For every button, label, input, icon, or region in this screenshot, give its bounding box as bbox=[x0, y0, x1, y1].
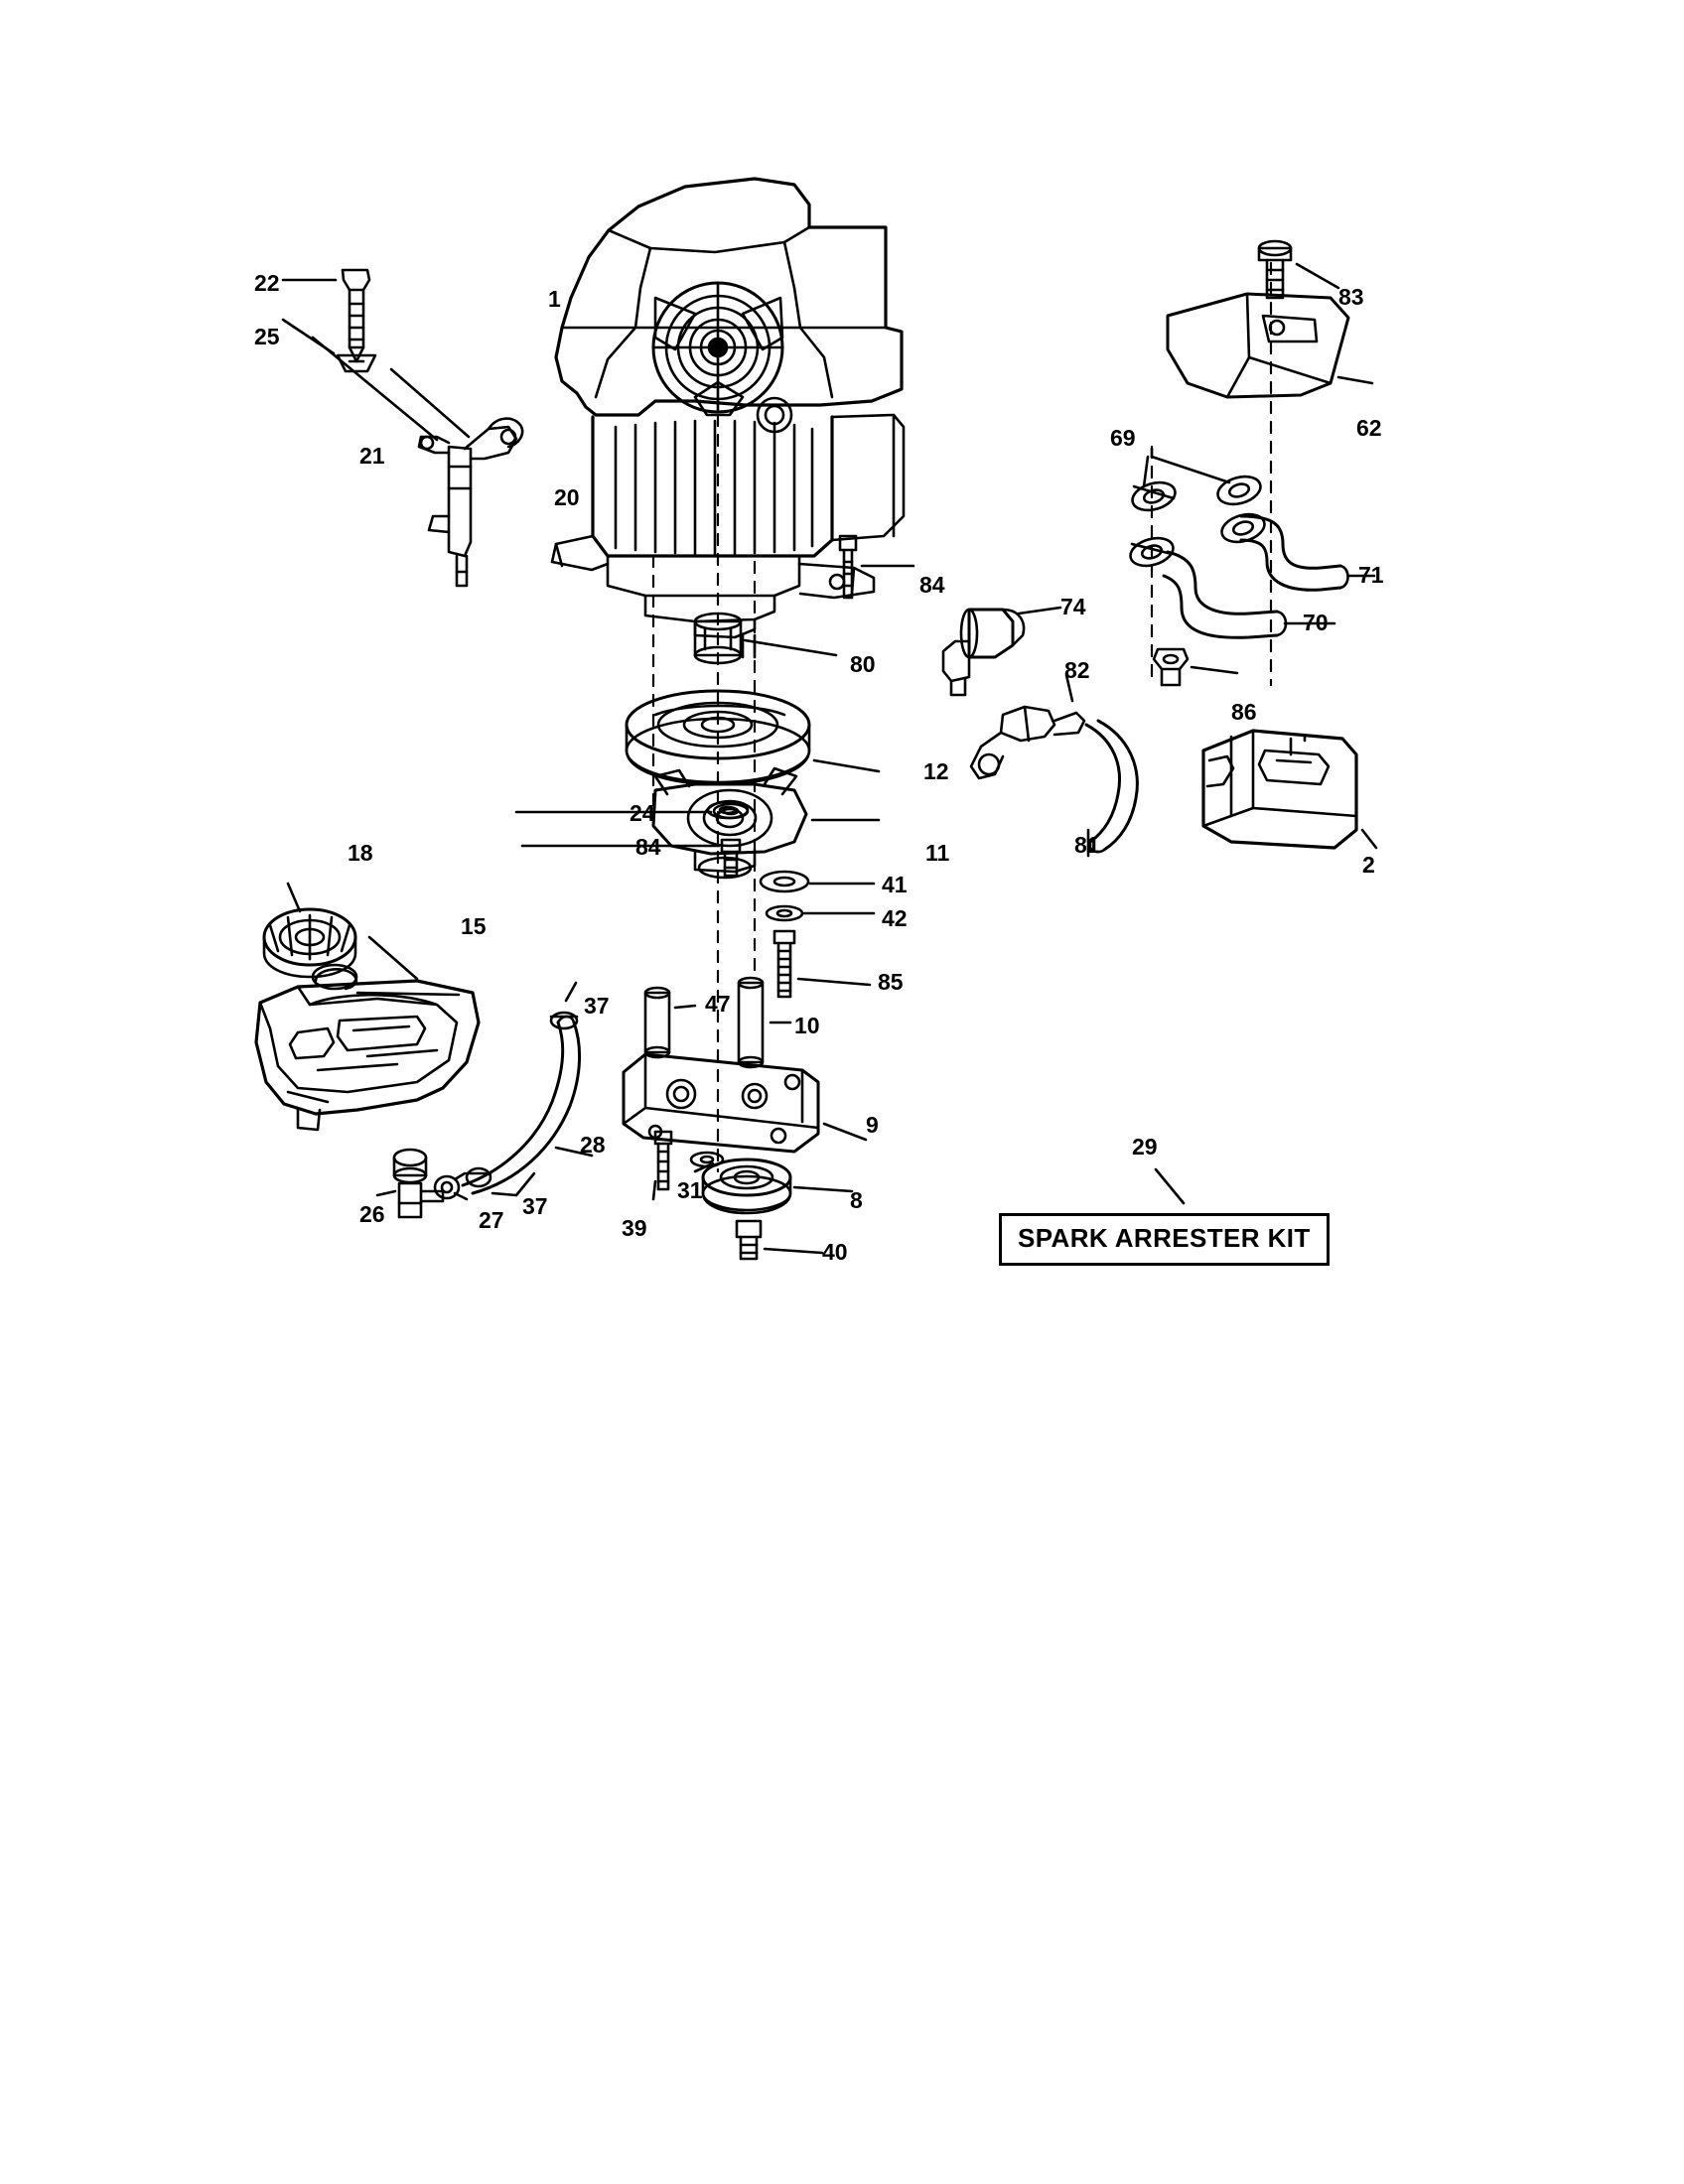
callout-37-lower: 37 bbox=[522, 1193, 548, 1219]
bolt-40-illustration bbox=[737, 1221, 761, 1259]
callout-84-upper: 84 bbox=[919, 572, 945, 598]
callout-69: 69 bbox=[1110, 425, 1136, 451]
fuel-line-28-illustration bbox=[463, 1017, 580, 1193]
callout-1: 1 bbox=[548, 286, 561, 312]
callout-15: 15 bbox=[461, 913, 487, 939]
callout-84-lower: 84 bbox=[635, 834, 661, 860]
callout-9: 9 bbox=[866, 1112, 879, 1138]
callout-37-upper: 37 bbox=[584, 993, 610, 1019]
callout-29: 29 bbox=[1132, 1134, 1158, 1160]
clamp-69-right-upper-illustration bbox=[1214, 472, 1263, 508]
fuel-tank-15-illustration bbox=[256, 965, 479, 1130]
throttle-control-bracket-illustration bbox=[419, 419, 522, 586]
callout-70: 70 bbox=[1303, 610, 1329, 635]
screw-22-illustration bbox=[343, 270, 369, 361]
long-bolt-85-illustration bbox=[774, 931, 794, 997]
muffler-2-illustration bbox=[1203, 731, 1356, 848]
spark-arrester-kit-label: SPARK ARRESTER KIT bbox=[1018, 1223, 1311, 1253]
callout-2: 2 bbox=[1362, 852, 1375, 878]
washer-42-illustration bbox=[767, 906, 802, 920]
callout-47: 47 bbox=[705, 991, 731, 1017]
callout-42: 42 bbox=[882, 905, 908, 931]
fitting-82-illustration bbox=[971, 707, 1084, 778]
callout-41: 41 bbox=[882, 872, 908, 897]
heat-shield-62-illustration bbox=[1168, 294, 1348, 397]
callout-21: 21 bbox=[359, 443, 385, 469]
callout-12: 12 bbox=[923, 758, 949, 784]
bearing-housing-11-illustration bbox=[653, 768, 806, 878]
bolt-83-illustration bbox=[1259, 241, 1291, 298]
callout-39: 39 bbox=[622, 1215, 647, 1241]
callout-71: 71 bbox=[1358, 562, 1384, 588]
bracket-9-illustration bbox=[624, 1054, 818, 1152]
callout-80: 80 bbox=[850, 651, 876, 677]
callout-8: 8 bbox=[850, 1187, 863, 1213]
hose-71-illustration bbox=[1241, 516, 1348, 590]
callout-74: 74 bbox=[1060, 594, 1086, 619]
clamp-69-upper-illustration bbox=[1129, 478, 1178, 514]
callout-11: 11 bbox=[925, 840, 950, 866]
callout-28: 28 bbox=[580, 1132, 606, 1158]
callout-27: 27 bbox=[479, 1207, 504, 1233]
pulley-8-illustration bbox=[703, 1160, 790, 1213]
callout-18: 18 bbox=[348, 840, 373, 866]
washer-41-illustration bbox=[761, 872, 808, 891]
callout-10: 10 bbox=[794, 1013, 820, 1038]
callout-24: 24 bbox=[630, 800, 655, 826]
callout-20: 20 bbox=[554, 484, 580, 510]
callout-25: 25 bbox=[254, 324, 280, 349]
clamp-27-illustration bbox=[435, 1173, 465, 1198]
nut-86-illustration bbox=[1154, 649, 1188, 685]
callout-31: 31 bbox=[677, 1177, 703, 1203]
callout-82: 82 bbox=[1064, 657, 1090, 683]
callout-85: 85 bbox=[878, 969, 904, 995]
spark-arrester-kit-box bbox=[999, 1213, 1330, 1266]
tube-10-illustration bbox=[739, 978, 763, 1067]
callout-83: 83 bbox=[1338, 284, 1364, 310]
callout-22: 22 bbox=[254, 270, 280, 296]
spacer-47-illustration bbox=[645, 988, 669, 1057]
elbow-74-illustration bbox=[943, 610, 1024, 695]
callout-26: 26 bbox=[359, 1201, 385, 1227]
callout-40: 40 bbox=[822, 1239, 848, 1265]
callout-86: 86 bbox=[1231, 699, 1257, 725]
callout-62: 62 bbox=[1356, 415, 1382, 441]
callout-81: 81 bbox=[1074, 832, 1100, 858]
